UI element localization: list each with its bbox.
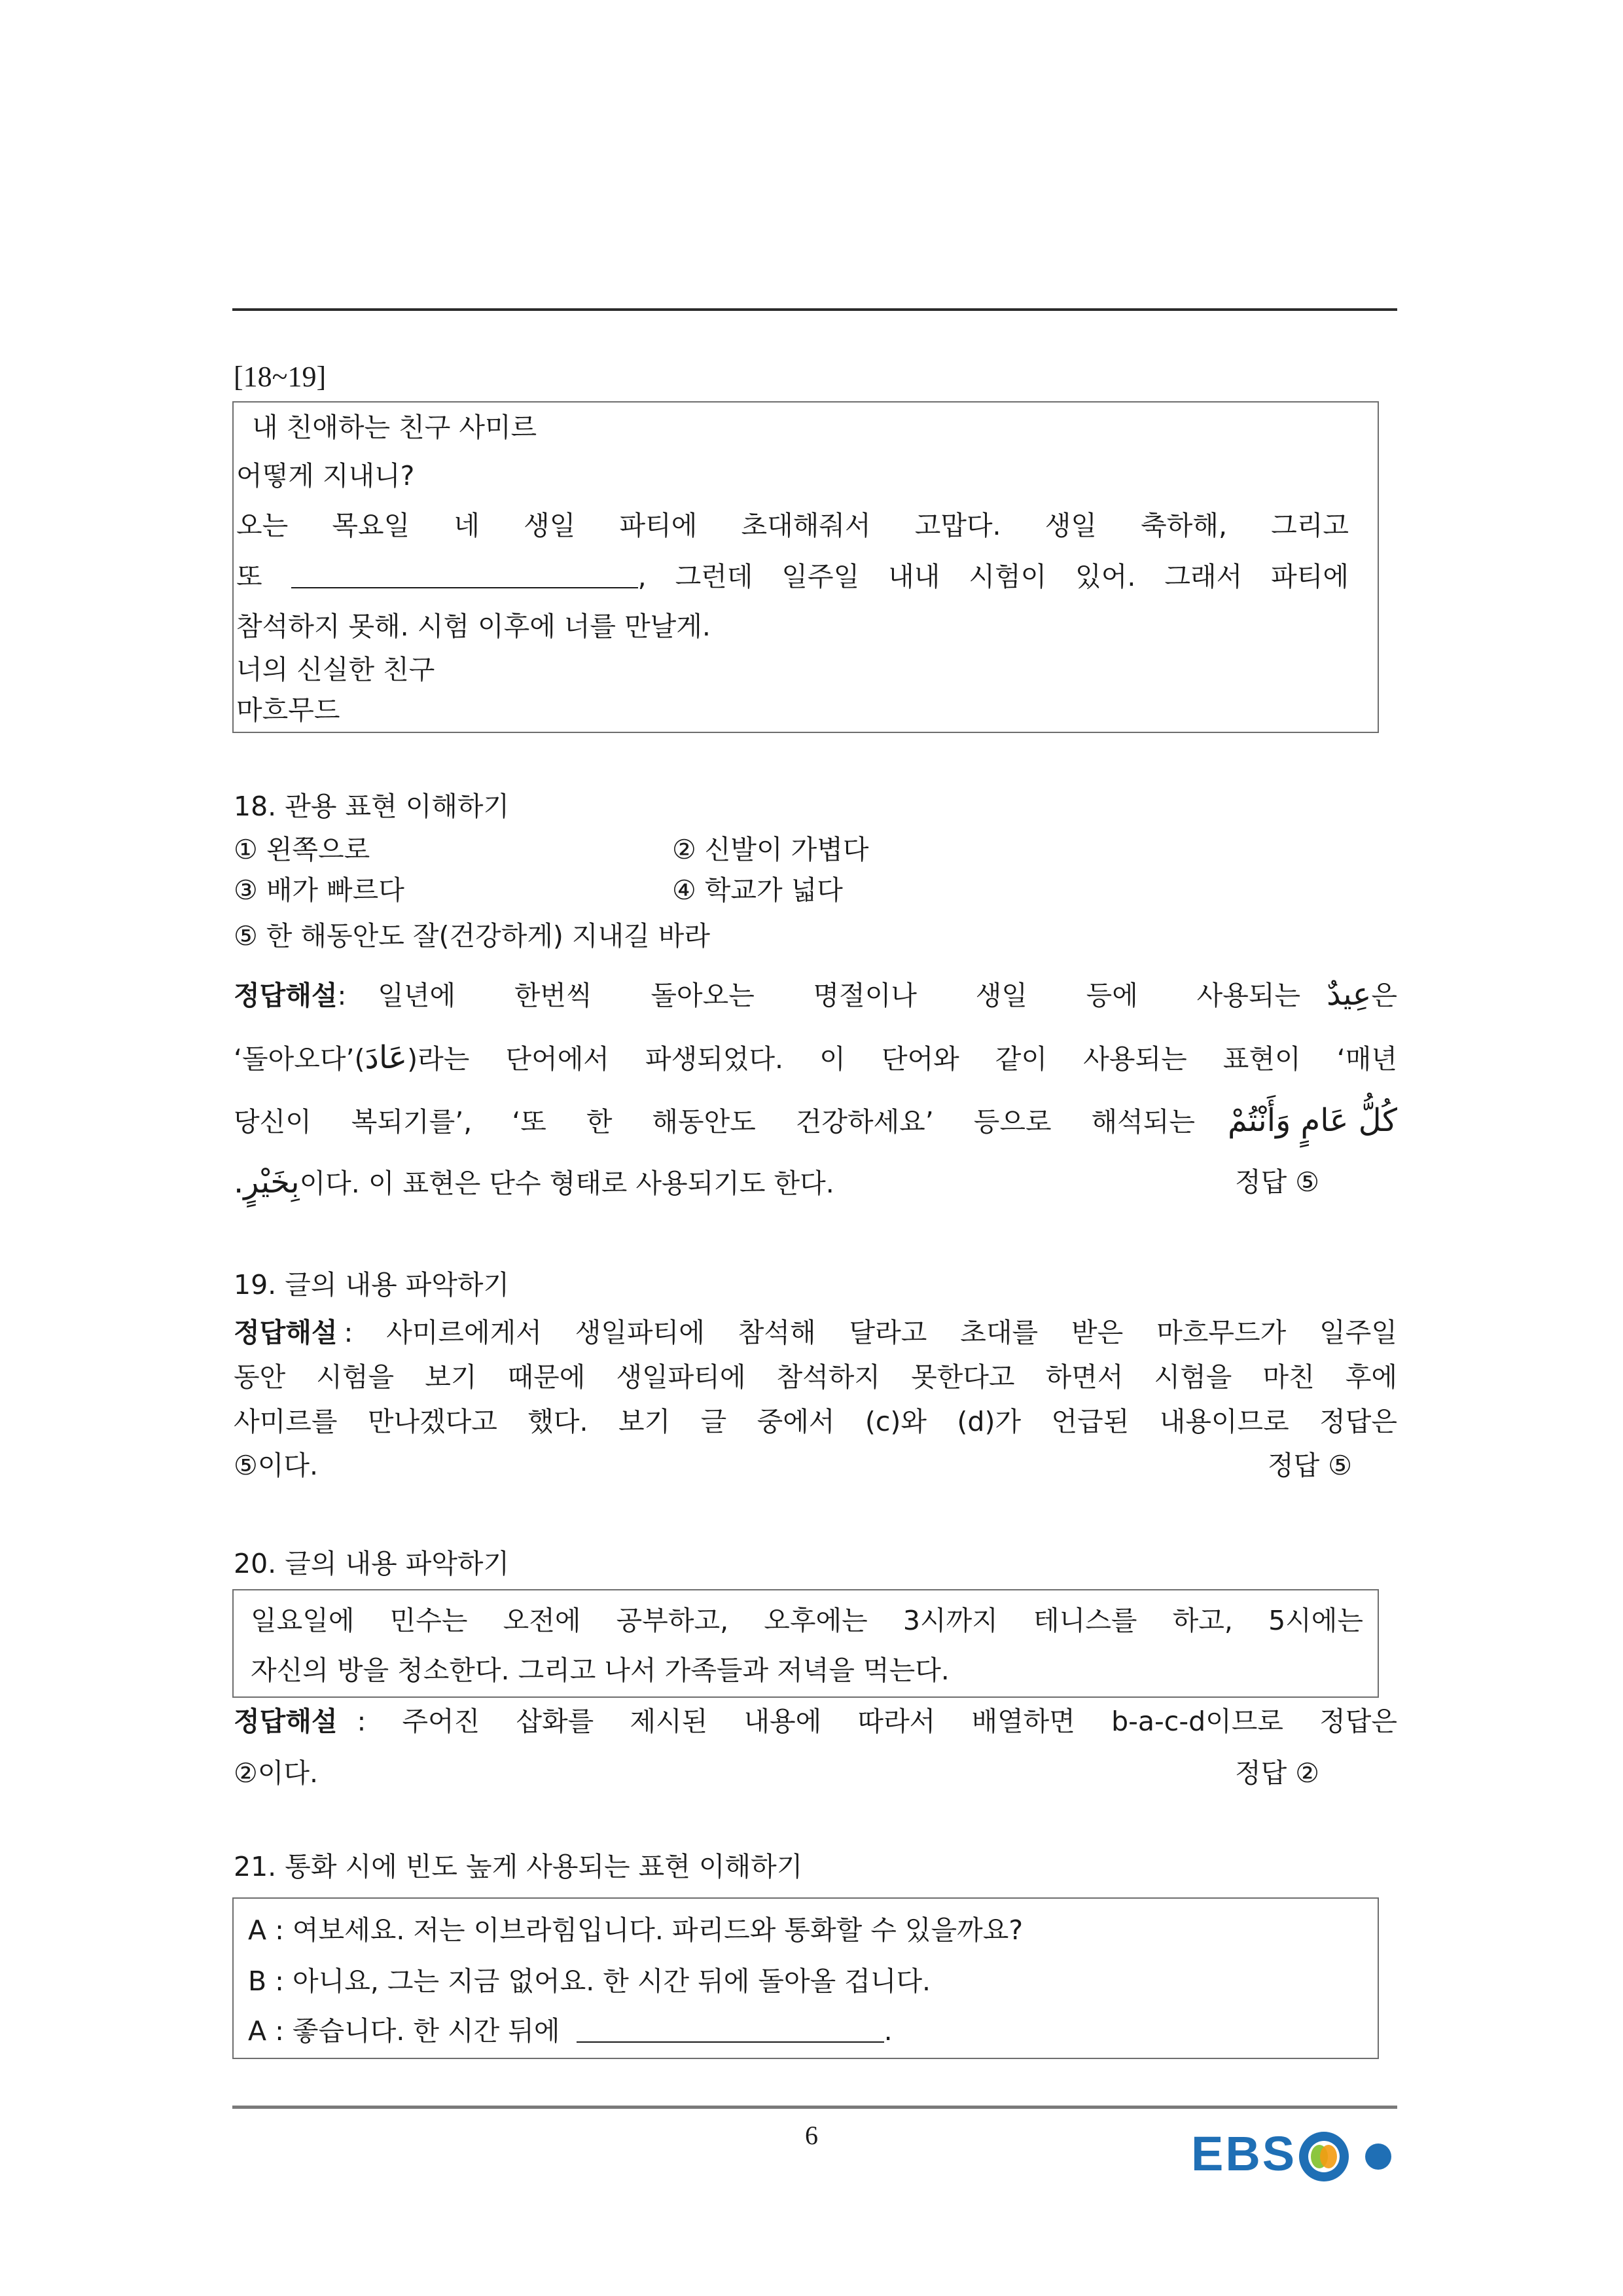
q20-answer: 정답 ② xyxy=(1234,1757,1319,1789)
letter-greeting: 어떻게 지내니? xyxy=(236,460,415,492)
q20-passage-line-2: 자신의 방을 청소한다. 그리고 나서 가족들과 저녁을 먹는다. xyxy=(251,1655,950,1686)
arabic-aada: عَادَ xyxy=(365,1039,408,1076)
ebs-logo-mark xyxy=(1297,2130,1395,2183)
q18-colon: : xyxy=(337,980,347,1011)
q18-option-3: ③ 배가 빠르다 xyxy=(234,874,404,906)
footer-rule xyxy=(232,2106,1397,2109)
arabic-phrase-b: بِخَيْرٍ xyxy=(243,1164,300,1200)
q20-exp-line-1-text: : 주어진 삽화를 제시된 내용에 따라서 배열하면 b-a-c-d이므로 정답은 xyxy=(357,1706,1397,1737)
q18-explanation-line-3 xyxy=(234,1103,1397,1139)
q21-dialogue-box xyxy=(232,1897,1379,2059)
answer-blank-18 xyxy=(291,561,638,588)
q18-option-1: ① 왼쪽으로 xyxy=(234,834,370,865)
q19-exp-line-2: 동안 시험을 보기 때문에 생일파티에 참석하지 못한다고 하면서 시험을 마친 후에 xyxy=(234,1361,1397,1393)
letter-body-line-2-start: 또 xyxy=(236,561,262,592)
q18-option-4: ④ 학교가 넓다 xyxy=(672,874,843,906)
q19-exp-line-3: 사미르를 만나겠다고 했다. 보기 글 중에서 (c)와 (d)가 언급된 내용이므로 정답은 xyxy=(234,1406,1397,1437)
ebs-logo-text: EBS xyxy=(1191,2126,1297,2181)
page-number: 6 xyxy=(805,2121,818,2150)
q18-answer: 정답 ⑤ xyxy=(1234,1166,1319,1198)
q20-exp-line-2: ②이다. xyxy=(234,1757,319,1789)
q19-exp-line-1-text: : 사미르에게서 생일파티에 참석해 달라고 초대를 받은 마흐무드가 일주일 xyxy=(344,1317,1397,1348)
letter-body-line-2 xyxy=(236,560,1349,594)
q19-explanation-label: 정답해설 xyxy=(234,1317,338,1348)
passage-range-label: [18~19] xyxy=(234,361,327,393)
q20-explanation-label: 정답해설 xyxy=(234,1706,338,1737)
letter-signature: 마흐무드 xyxy=(236,694,340,726)
q18-option-5: ⑤ 한 해동안도 잘(건강하게) 지내길 바라 xyxy=(234,920,710,952)
letter-closing: 너의 신실한 친구 xyxy=(236,654,435,685)
ebs-logo-dot-icon xyxy=(1365,2144,1391,2170)
q18-explanation-line-4: .بِخَيْرٍ이다. 이 표현은 단수 형태로 사용되기도 한다. xyxy=(234,1164,834,1200)
q21-line-a2-start: A : 좋습니다. 한 시간 뒤에 xyxy=(248,2015,560,2047)
q18-exp-line-1-text: 일년에 한번씩 돌아오는 명절이나 생일 등에 사용되는 xyxy=(378,980,1301,1011)
q21-line-a2 xyxy=(248,2014,893,2048)
arabic-phrase-a: كُلُّ عَامٍ وَأَنْتُمْ xyxy=(1227,1102,1397,1139)
q18-exp-line-2-prefix: ‘돌아오다’( xyxy=(234,1043,365,1075)
q18-exp-line-2-suffix: )라는 단어에서 파생되었다. 이 단어와 같이 사용되는 표현이 ‘매년 xyxy=(407,1043,1397,1075)
letter-body-line-3: 참석하지 못해. 시험 이후에 너를 만날게. xyxy=(236,611,711,642)
q19-exp-line-4: ⑤이다. xyxy=(234,1450,319,1481)
q18-explanation-line-1 xyxy=(234,977,1397,1013)
q21-line-b1: B : 아니요, 그는 지금 없어요. 한 시간 뒤에 돌아올 겁니다. xyxy=(248,1965,931,1997)
q21-title: 21. 통화 시에 빈도 높게 사용되는 표현 이해하기 xyxy=(234,1851,803,1882)
header-rule xyxy=(232,308,1397,311)
q20-title: 20. 글의 내용 파악하기 xyxy=(234,1548,510,1579)
arabic-eid: عِيدٌ xyxy=(1327,976,1372,1013)
letter-body-line-2-end: , 그런데 일주일 내내 시험이 있어. 그래서 파티에 xyxy=(637,561,1349,592)
q21-line-a2-end: . xyxy=(883,2015,893,2047)
q20-passage-box xyxy=(232,1589,1379,1698)
q18-exp-line-4-text: 이다. 이 표현은 단수 형태로 사용되기도 한다. xyxy=(299,1168,834,1199)
passage-18-19-box xyxy=(232,401,1379,733)
ebs-logo-orange-icon xyxy=(1320,2145,1337,2168)
q20-passage-line-1: 일요일에 민수는 오전에 공부하고, 오후에는 3시까지 테니스를 하고, 5시에는 xyxy=(251,1605,1363,1636)
q18-title: 18. 관용 표현 이해하기 xyxy=(234,791,510,822)
letter-body-line-1: 오는 목요일 네 생일 파티에 초대해줘서 고맙다. 생일 축하해, 그리고 xyxy=(236,510,1349,541)
q18-explanation-line-2 xyxy=(234,1041,1397,1076)
q19-answer: 정답 ⑤ xyxy=(1267,1450,1352,1481)
letter-salutation: 내 친애하는 친구 사미르 xyxy=(252,412,537,443)
q19-title: 19. 글의 내용 파악하기 xyxy=(234,1269,510,1300)
answer-blank-21 xyxy=(577,2015,884,2043)
q18-option-2: ② 신발이 가볍다 xyxy=(672,834,869,865)
q18-exp-line-1-suffix: 은 xyxy=(1371,980,1397,1011)
q21-line-a1: A : 여보세요. 저는 이브라힘입니다. 파리드와 통화할 수 있을까요? xyxy=(248,1914,1024,1946)
q20-explanation-line-1 xyxy=(234,1704,1397,1738)
q19-explanation-line-1 xyxy=(234,1316,1397,1350)
ebs-logo xyxy=(1191,2118,1400,2190)
q18-exp-line-3-text: 당신이 복되기를’, ‘또 한 해동안도 건강하세요’ 등으로 해석되는 xyxy=(234,1106,1195,1138)
q18-explanation-label: 정답해설 xyxy=(234,980,338,1011)
